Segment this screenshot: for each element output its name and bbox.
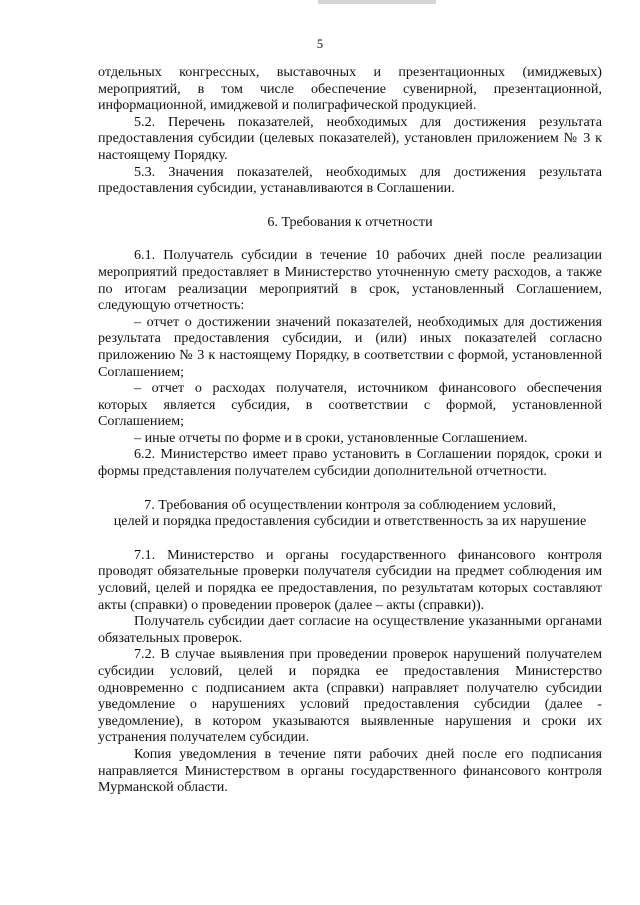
list-item-report-expenses: – отчет о расходах получателя, источником финансового обеспечения которых является субсидия, в соответствии с формой, установленной Соглашением; bbox=[98, 380, 602, 430]
paragraph-7-2: 7.2. В случае выявления при проведении проверок нарушений получателем субсидии условий, целей и порядка ее предоставления Министерство одновременно с подписанием акта (справки) направляет получателю субсидии уведомление о нарушениях условий предоставления субсидии (далее - уведомление), в котором указываются выявленные нарушения и сроки их устранения получателем субсидии. bbox=[98, 646, 602, 746]
paragraph-6-2: 6.2. Министерство имеет право установить в Соглашении порядок, сроки и формы представления получателем субсидии дополнительной отчетности. bbox=[98, 446, 602, 480]
section-7-heading bbox=[98, 497, 602, 530]
paragraph-consent: Получатель субсидии дает согласие на осуществление указанными органами обязательных проверок. bbox=[98, 613, 602, 646]
paragraph-6-1: 6.1. Получатель субсидии в течение 10 рабочих дней после реализации мероприятий предоставляет в Министерство уточненную смету расходов, а также по итогам реализации мероприятий в срок, установленный Соглашением, следующую отчетность: bbox=[98, 247, 602, 314]
section-7-heading-line-2: целей и порядка предоставления субсидии и ответственность за их нарушение bbox=[113, 513, 587, 530]
page-number: 5 bbox=[316, 37, 324, 51]
scan-artifact bbox=[318, 0, 436, 4]
paragraph-notice-copy: Копия уведомления в течение пяти рабочих дней после его подписания направляется Министерством в органы государственного финансового контроля Мурманской области. bbox=[98, 745, 602, 796]
paragraph-5-2: 5.2. Перечень показателей, необходимых для достижения результата предоставления субсидии (целевых показателей), установлен приложением № 3 к настоящему Порядку. bbox=[98, 113, 602, 163]
paragraph-5-3: 5.3. Значения показателей, необходимых для достижения результата предоставления субсидии, устанавливаются в Соглашении. bbox=[98, 163, 602, 197]
section-7-heading-line-1: 7. Требования об осуществлении контроля за соблюдением условий, bbox=[144, 496, 556, 513]
paragraph-7-1: 7.1. Министерство и органы государственного финансового контроля проводят обязательные проверки получателя субсидии на предмет соблюдения им условий, целей и порядка ее предоставления, по результатам которых составляют акты (справки) о проведении проверок (далее – акты (справки)). bbox=[98, 546, 602, 613]
section-6-heading: 6. Требования к отчетности bbox=[267, 213, 433, 230]
list-item-other-reports: – иные отчеты по форме и в сроки, установленные Соглашением. bbox=[134, 429, 528, 446]
document-body bbox=[98, 64, 602, 796]
paragraph-continuation: отдельных конгрессных, выставочных и презентационных (имиджевых) мероприятий, в том числе обеспечение сувенирной, презентационной, информационной, имиджевой и полиграфической продукцией. bbox=[98, 64, 602, 114]
list-item-report-indicators: – отчет о достижении значений показателей, необходимых для достижения результата предоставления субсидии, и (или) иных показателей согласно приложению № 3 к настоящему Порядку, в соответствии с формой, установленной Соглашением; bbox=[98, 313, 602, 380]
